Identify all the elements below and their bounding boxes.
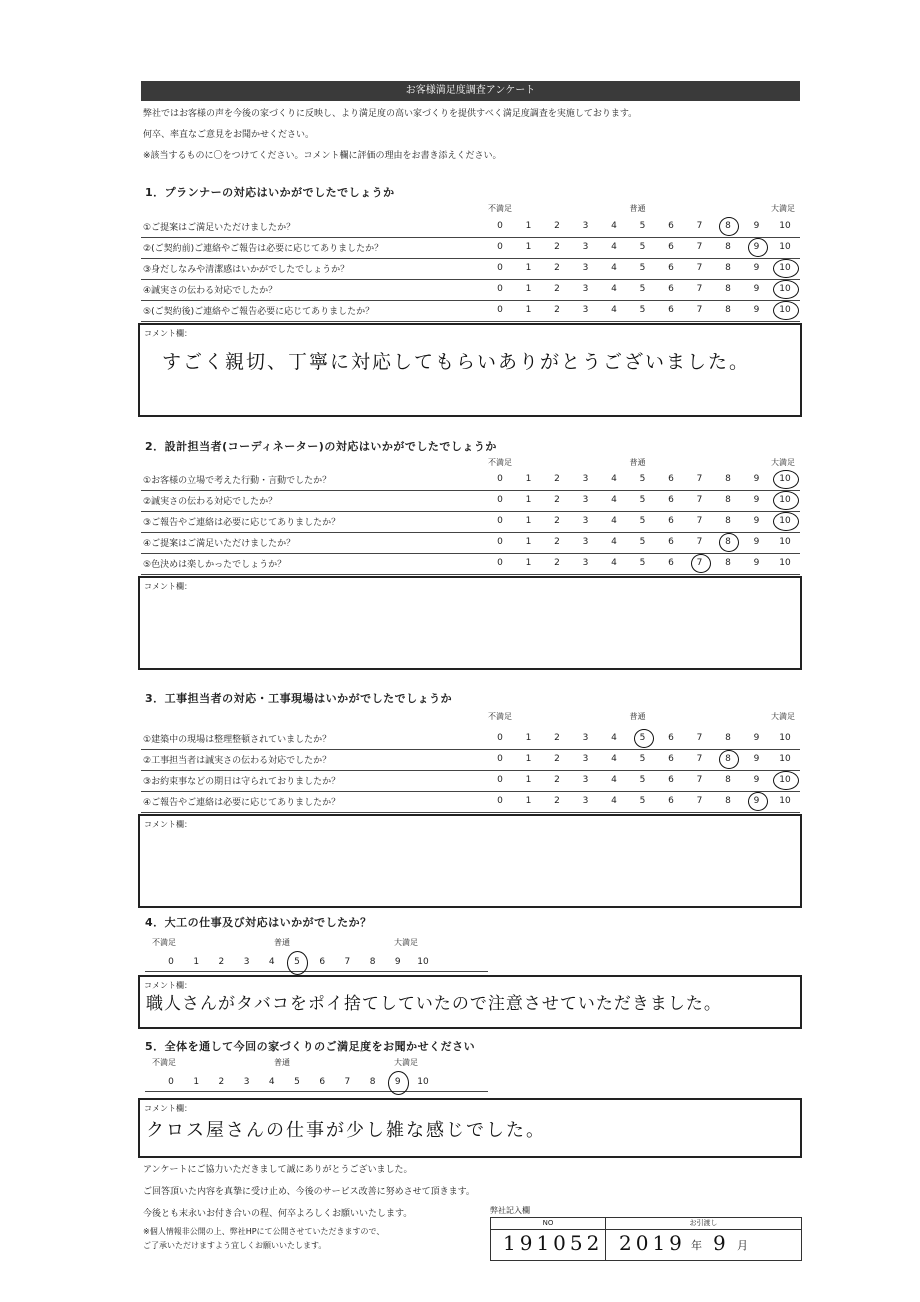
scale-option-7[interactable]: 7 <box>696 284 703 294</box>
scale-option-1[interactable]: 1 <box>193 1077 200 1087</box>
scale-option-6[interactable]: 6 <box>668 242 674 252</box>
scale-low-label: 不満足 <box>488 458 512 467</box>
scale-option-5[interactable]: 5 <box>639 558 646 568</box>
scale-option-6[interactable]: 6 <box>668 516 674 526</box>
intro-line-1: 弊社ではお客様の声を今後の家づくりに反映し、より満足度の高い家づくりを提供すべく満足度調査を実施しております。 <box>143 109 638 119</box>
scale-option-8[interactable]: 8 <box>725 242 731 252</box>
scale-option-4[interactable]: 4 <box>611 495 617 505</box>
scale-option-5[interactable]: 5 <box>639 495 646 505</box>
question-row <box>141 770 800 792</box>
scale-option-7[interactable]: 7 <box>696 495 703 505</box>
scale-option-9[interactable]: 9 <box>753 796 760 806</box>
scale-option-5[interactable]: 5 <box>639 263 646 273</box>
selected-score-circle <box>719 533 739 552</box>
scale-low-label: 不満足 <box>488 712 512 721</box>
scale-option-10[interactable]: 10 <box>779 796 791 806</box>
scale-option-9[interactable]: 9 <box>753 305 760 315</box>
scale-option-7[interactable]: 7 <box>696 242 703 252</box>
section-5-comment-text: クロス屋さんの仕事が少し雑な感じでした。 <box>146 1120 546 1141</box>
scale-option-2[interactable]: 2 <box>554 733 560 743</box>
scale-option-8[interactable]: 8 <box>725 284 731 294</box>
comment-label: コメント欄： <box>144 820 192 829</box>
scale-option-6[interactable]: 6 <box>668 495 674 505</box>
scale-underline <box>145 971 488 972</box>
scale-option-10[interactable]: 10 <box>779 537 791 547</box>
scale-option-5[interactable]: 5 <box>639 305 646 315</box>
scale-option-8[interactable]: 8 <box>725 305 731 315</box>
scale-option-10[interactable]: 10 <box>779 284 791 294</box>
question-row <box>141 216 800 238</box>
question-text: ②工事担当者は誠実さの伝わる対応でしたか？ <box>143 756 332 766</box>
scale-option-0[interactable]: 0 <box>497 796 503 806</box>
scale-option-3[interactable]: 3 <box>582 537 589 547</box>
scale-mid-label: 普通 <box>629 204 646 213</box>
scale-option-2[interactable]: 2 <box>554 263 560 273</box>
scale-option-8[interactable]: 8 <box>369 957 376 967</box>
question-text: ②誠実さの伝わる対応でしたか？ <box>143 497 278 507</box>
office-use-table <box>490 1217 802 1261</box>
scale-mid-label: 普通 <box>274 1058 290 1067</box>
scale-option-10[interactable]: 10 <box>417 1077 429 1087</box>
scale-option-4[interactable]: 4 <box>268 1077 275 1087</box>
scale-option-1[interactable]: 1 <box>525 284 532 294</box>
scale-option-9[interactable]: 9 <box>753 754 760 764</box>
scale-option-0[interactable]: 0 <box>497 474 503 484</box>
scale-option-6[interactable]: 6 <box>668 537 674 547</box>
scale-option-9[interactable]: 9 <box>753 558 760 568</box>
scale-option-2[interactable]: 2 <box>554 474 560 484</box>
scale-option-7[interactable]: 7 <box>696 305 703 315</box>
selected-score-circle <box>287 951 308 975</box>
scale-option-4[interactable]: 4 <box>611 242 617 252</box>
question-row <box>141 553 800 575</box>
scale-option-6[interactable]: 6 <box>668 305 674 315</box>
scale-option-5[interactable]: 5 <box>294 1077 300 1087</box>
scale-option-6[interactable]: 6 <box>668 263 674 273</box>
scale-option-1[interactable]: 1 <box>525 537 532 547</box>
handover-year: 2019 <box>619 1231 686 1255</box>
scale-option-10[interactable]: 10 <box>779 558 791 568</box>
section-5-comment-box[interactable] <box>138 1098 802 1158</box>
question-row <box>141 469 800 491</box>
section-2-heading: 2．設計担当者(コーディネーター)の対応はいかがでしたでしょうか <box>145 440 497 453</box>
question-text: ④ご報告やご連絡は必要に応じてありましたか？ <box>143 798 341 808</box>
scale-low-label: 不満足 <box>152 1058 176 1067</box>
scale-option-3[interactable]: 3 <box>582 263 589 273</box>
scale-option-2[interactable]: 2 <box>554 284 560 294</box>
scale-option-3[interactable]: 3 <box>582 305 589 315</box>
scale-option-7[interactable]: 7 <box>696 474 703 484</box>
scale-option-1[interactable]: 1 <box>525 754 532 764</box>
scale-option-9[interactable]: 9 <box>753 495 760 505</box>
scale-option-1[interactable]: 1 <box>525 516 532 526</box>
selected-score-circle <box>773 771 799 790</box>
year-unit: 年 <box>691 1239 702 1252</box>
question-text: ③身だしなみや清潔感はいかがでしたでしょうか？ <box>143 265 350 275</box>
scale-option-9[interactable]: 9 <box>753 263 760 273</box>
question-row <box>141 728 800 750</box>
scale-option-0[interactable]: 0 <box>497 305 503 315</box>
section-1-heading: 1．プランナーの対応はいかがでしたでしょうか <box>145 186 395 199</box>
scale-option-9[interactable]: 9 <box>753 516 760 526</box>
intro-line-2: 何卒、率直なご意見をお聞かせください。 <box>143 130 315 140</box>
scale-option-1[interactable]: 1 <box>525 242 532 252</box>
scale-option-5[interactable]: 5 <box>639 733 646 743</box>
selected-score-circle <box>773 512 799 531</box>
privacy-note-2: ご了承いただけますよう宜しくお願いいたします。 <box>143 1241 327 1250</box>
scale-option-9[interactable]: 9 <box>753 733 760 743</box>
scale-option-1[interactable]: 1 <box>525 733 532 743</box>
scale-option-0[interactable]: 0 <box>497 284 503 294</box>
scale-option-1[interactable]: 1 <box>525 495 532 505</box>
scale-option-1[interactable]: 1 <box>525 796 532 806</box>
scale-option-5[interactable]: 5 <box>294 957 300 967</box>
scale-option-5[interactable]: 5 <box>639 516 646 526</box>
comment-label: コメント欄： <box>144 329 192 338</box>
scale-mid-label: 普通 <box>629 458 646 467</box>
scale-option-8[interactable]: 8 <box>725 796 731 806</box>
scale-option-1[interactable]: 1 <box>525 558 532 568</box>
scale-option-8[interactable]: 8 <box>725 221 731 231</box>
scale-option-3[interactable]: 3 <box>582 495 589 505</box>
scale-option-4[interactable]: 4 <box>611 733 617 743</box>
scale-high-label: 大満足 <box>771 458 795 467</box>
scale-option-9[interactable]: 9 <box>753 221 760 231</box>
scale-option-0[interactable]: 0 <box>497 263 503 273</box>
no-header: NO <box>491 1218 605 1230</box>
scale-option-4[interactable]: 4 <box>268 957 275 967</box>
question-row <box>141 237 800 259</box>
scale-option-8[interactable]: 8 <box>725 537 731 547</box>
scale-option-5[interactable]: 5 <box>639 242 646 252</box>
scale-option-2[interactable]: 2 <box>554 537 560 547</box>
scale-low-label: 不満足 <box>152 938 176 947</box>
question-text: ④ご提案はご満足いただけましたか？ <box>143 539 296 549</box>
scale-high-label: 大満足 <box>771 204 795 213</box>
question-row <box>141 532 800 554</box>
selected-score-circle <box>634 729 654 748</box>
scale-option-6[interactable]: 6 <box>319 957 326 967</box>
scale-option-3[interactable]: 3 <box>582 242 589 252</box>
scale-low-label: 不満足 <box>488 204 512 213</box>
scale-option-3[interactable]: 3 <box>582 796 589 806</box>
scale-option-2[interactable]: 2 <box>554 558 560 568</box>
selected-score-circle <box>773 470 799 489</box>
scale-option-10[interactable]: 10 <box>779 775 791 785</box>
scale-option-3[interactable]: 3 <box>582 516 589 526</box>
scale-option-6[interactable]: 6 <box>668 733 674 743</box>
scale-option-0[interactable]: 0 <box>497 754 503 764</box>
scale-option-4[interactable]: 4 <box>611 263 617 273</box>
scale-option-4[interactable]: 4 <box>611 754 617 764</box>
scale-option-2[interactable]: 2 <box>554 242 560 252</box>
question-text: ①建築中の現場は整理整頓されていましたか？ <box>143 735 332 745</box>
scale-option-7[interactable]: 7 <box>696 263 703 273</box>
scale-option-9[interactable]: 9 <box>753 284 760 294</box>
scale-option-4[interactable]: 4 <box>611 284 617 294</box>
scale-option-5[interactable]: 5 <box>639 221 646 231</box>
section-5-heading: 5．全体を通して今回の家づくりのご満足度をお聞かせください <box>145 1040 476 1053</box>
scale-option-5[interactable]: 5 <box>639 775 646 785</box>
question-text: ⑤色決めは楽しかったでしょうか？ <box>143 560 287 570</box>
scale-option-2[interactable]: 2 <box>554 305 560 315</box>
scale-option-6[interactable]: 6 <box>319 1077 326 1087</box>
scale-option-8[interactable]: 8 <box>725 775 731 785</box>
comment-label: コメント欄： <box>144 1104 192 1113</box>
scale-option-7[interactable]: 7 <box>696 516 703 526</box>
scale-option-0[interactable]: 0 <box>168 1077 174 1087</box>
scale-mid-label: 普通 <box>274 938 290 947</box>
scale-option-1[interactable]: 1 <box>193 957 200 967</box>
table-divider <box>605 1218 606 1260</box>
scale-option-0[interactable]: 0 <box>497 221 503 231</box>
scale-option-7[interactable]: 7 <box>696 733 703 743</box>
scale-option-3[interactable]: 3 <box>243 1077 250 1087</box>
section-2-comment-box[interactable] <box>138 576 802 670</box>
scale-mid-label: 普通 <box>629 712 646 721</box>
scale-option-1[interactable]: 1 <box>525 263 532 273</box>
scale-high-label: 大満足 <box>771 712 795 721</box>
scale-option-7[interactable]: 7 <box>696 754 703 764</box>
scale-option-3[interactable]: 3 <box>582 558 589 568</box>
footer-line-2: ご回答頂いた内容を真摯に受け止め、今後のサービス改善に努めさせて頂きます。 <box>143 1187 475 1197</box>
scale-option-9[interactable]: 9 <box>753 474 760 484</box>
scale-option-6[interactable]: 6 <box>668 284 674 294</box>
scale-option-0[interactable]: 0 <box>497 733 503 743</box>
survey-title: お客様満足度調査アンケート <box>141 81 800 101</box>
section-4-heading: 4．大工の仕事及び対応はいかがでしたか？ <box>145 916 372 929</box>
scale-option-4[interactable]: 4 <box>611 537 617 547</box>
scale-option-4[interactable]: 4 <box>611 775 617 785</box>
scale-option-2[interactable]: 2 <box>554 516 560 526</box>
selected-score-circle <box>691 554 711 573</box>
scale-option-1[interactable]: 1 <box>525 221 532 231</box>
footer-line-3: 今後とも末永いお付き合いの程、何卒よろしくお願いいたします。 <box>143 1209 413 1219</box>
scale-option-9[interactable]: 9 <box>753 242 760 252</box>
scale-option-8[interactable]: 8 <box>725 558 731 568</box>
section-4-comment-box[interactable] <box>138 975 802 1029</box>
scale-option-2[interactable]: 2 <box>554 775 560 785</box>
scale-option-6[interactable]: 6 <box>668 558 674 568</box>
scale-option-6[interactable]: 6 <box>668 775 674 785</box>
scale-option-10[interactable]: 10 <box>417 957 429 967</box>
scale-option-8[interactable]: 8 <box>725 516 731 526</box>
handover-month: 9 <box>713 1231 728 1255</box>
question-text: ④誠実さの伝わる対応でしたか？ <box>143 286 278 296</box>
scale-option-1[interactable]: 1 <box>525 474 532 484</box>
scale-option-0[interactable]: 0 <box>497 558 503 568</box>
scale-option-1[interactable]: 1 <box>525 775 532 785</box>
scale-option-7[interactable]: 7 <box>344 957 351 967</box>
selected-score-circle <box>748 792 768 811</box>
question-row <box>141 300 800 322</box>
scale-option-6[interactable]: 6 <box>668 754 674 764</box>
scale-option-2[interactable]: 2 <box>554 221 560 231</box>
selected-score-circle <box>748 238 768 257</box>
question-row <box>141 511 800 533</box>
comment-label: コメント欄： <box>144 582 192 591</box>
scale-option-10[interactable]: 10 <box>779 263 791 273</box>
section-4-comment-text: 職人さんがタバコをポイ捨てしていたので注意させていただきました。 <box>146 994 722 1014</box>
office-use-label: 弊社記入欄 <box>490 1206 530 1215</box>
no-value: 191052 <box>503 1231 604 1255</box>
section-3-comment-box[interactable] <box>138 814 802 908</box>
scale-option-4[interactable]: 4 <box>611 558 617 568</box>
scale-option-8[interactable]: 8 <box>725 754 731 764</box>
section-1-comment-text: すごく親切、丁寧に対応してもらいありがとうございました。 <box>162 351 751 373</box>
intro-line-3: ※該当するものに〇をつけてください。コメント欄に評価の理由をお書き添えください。 <box>143 151 502 161</box>
scale-option-7[interactable]: 7 <box>696 558 703 568</box>
scale-option-5[interactable]: 5 <box>639 754 646 764</box>
scale-option-3[interactable]: 3 <box>582 733 589 743</box>
scale-option-4[interactable]: 4 <box>611 305 617 315</box>
question-row <box>141 258 800 280</box>
scale-high-label: 大満足 <box>394 1058 418 1067</box>
handover-header: お引渡し <box>606 1218 801 1230</box>
scale-option-10[interactable]: 10 <box>779 242 791 252</box>
scale-option-6[interactable]: 6 <box>668 474 674 484</box>
scale-underline <box>145 1091 488 1092</box>
scale-option-4[interactable]: 4 <box>611 796 617 806</box>
scale-option-2[interactable]: 2 <box>218 1077 225 1087</box>
scale-option-3[interactable]: 3 <box>582 754 589 764</box>
scale-option-6[interactable]: 6 <box>668 796 674 806</box>
scale-option-7[interactable]: 7 <box>696 537 703 547</box>
scale-option-0[interactable]: 0 <box>497 775 503 785</box>
scale-option-5[interactable]: 5 <box>639 537 646 547</box>
question-text: ①お客様の立場で考えた行動・言動でしたか？ <box>143 476 332 486</box>
question-text: ⑤(ご契約後)ご連絡やご報告必要に応じてありましたか？ <box>143 307 375 317</box>
question-row <box>141 749 800 771</box>
scale-option-10[interactable]: 10 <box>779 305 791 315</box>
scale-option-3[interactable]: 3 <box>582 284 589 294</box>
selected-score-circle <box>773 301 799 320</box>
scale-option-4[interactable]: 4 <box>611 221 617 231</box>
selected-score-circle <box>773 280 799 299</box>
scale-option-8[interactable]: 8 <box>725 474 731 484</box>
scale-option-2[interactable]: 2 <box>554 754 560 764</box>
scale-option-1[interactable]: 1 <box>525 305 532 315</box>
scale-option-10[interactable]: 10 <box>779 495 791 505</box>
scale-option-3[interactable]: 3 <box>582 775 589 785</box>
scale-option-0[interactable]: 0 <box>497 495 503 505</box>
month-unit: 月 <box>737 1239 748 1252</box>
scale-option-2[interactable]: 2 <box>218 957 225 967</box>
question-row <box>141 279 800 301</box>
question-text: ③お約束事などの期日は守られておりましたか？ <box>143 777 341 787</box>
scale-option-10[interactable]: 10 <box>779 516 791 526</box>
section-3-heading: 3．工事担当者の対応・工事現場はいかがでしたでしょうか <box>145 692 453 705</box>
scale-option-4[interactable]: 4 <box>611 516 617 526</box>
comment-label: コメント欄： <box>144 981 192 990</box>
scale-option-0[interactable]: 0 <box>497 537 503 547</box>
scale-option-3[interactable]: 3 <box>582 474 589 484</box>
scale-option-10[interactable]: 10 <box>779 221 791 231</box>
scale-option-0[interactable]: 0 <box>497 242 503 252</box>
scale-option-4[interactable]: 4 <box>611 474 617 484</box>
scale-option-2[interactable]: 2 <box>554 495 560 505</box>
scale-option-7[interactable]: 7 <box>696 221 703 231</box>
scale-option-10[interactable]: 10 <box>779 733 791 743</box>
selected-score-circle <box>773 491 799 510</box>
scale-option-9[interactable]: 9 <box>394 957 401 967</box>
scale-option-10[interactable]: 10 <box>779 474 791 484</box>
scale-option-5[interactable]: 5 <box>639 284 646 294</box>
scale-option-3[interactable]: 3 <box>582 221 589 231</box>
question-text: ③ご報告やご連絡は必要に応じてありましたか？ <box>143 518 341 528</box>
question-text: ②(ご契約前)ご連絡やご報告は必要に応じてありましたか？ <box>143 244 384 254</box>
scale-option-8[interactable]: 8 <box>725 495 731 505</box>
section-1-comment-box[interactable] <box>138 323 802 417</box>
selected-score-circle <box>773 259 799 278</box>
scale-option-10[interactable]: 10 <box>779 754 791 764</box>
scale-high-label: 大満足 <box>394 938 418 947</box>
scale-option-5[interactable]: 5 <box>639 474 646 484</box>
scale-option-5[interactable]: 5 <box>639 796 646 806</box>
scale-option-7[interactable]: 7 <box>696 796 703 806</box>
selected-score-circle <box>388 1071 409 1095</box>
question-text: ①ご提案はご満足いただけましたか？ <box>143 223 296 233</box>
scale-option-9[interactable]: 9 <box>753 537 760 547</box>
scale-option-2[interactable]: 2 <box>554 796 560 806</box>
scale-option-7[interactable]: 7 <box>344 1077 351 1087</box>
scale-option-8[interactable]: 8 <box>369 1077 376 1087</box>
question-row <box>141 791 800 813</box>
selected-score-circle <box>719 217 739 236</box>
scale-option-0[interactable]: 0 <box>497 516 503 526</box>
footer-line-1: アンケートにご協力いただきまして誠にありがとうございました。 <box>143 1165 413 1175</box>
scale-option-6[interactable]: 6 <box>668 221 674 231</box>
scale-option-9[interactable]: 9 <box>394 1077 401 1087</box>
privacy-note-1: ※個人情報非公開の上、弊社HPにて公開させていただきますので、 <box>143 1227 385 1236</box>
scale-option-3[interactable]: 3 <box>243 957 250 967</box>
scale-option-8[interactable]: 8 <box>725 263 731 273</box>
selected-score-circle <box>719 750 739 769</box>
scale-option-9[interactable]: 9 <box>753 775 760 785</box>
question-row <box>141 490 800 512</box>
scale-option-8[interactable]: 8 <box>725 733 731 743</box>
scale-option-7[interactable]: 7 <box>696 775 703 785</box>
scale-option-0[interactable]: 0 <box>168 957 174 967</box>
